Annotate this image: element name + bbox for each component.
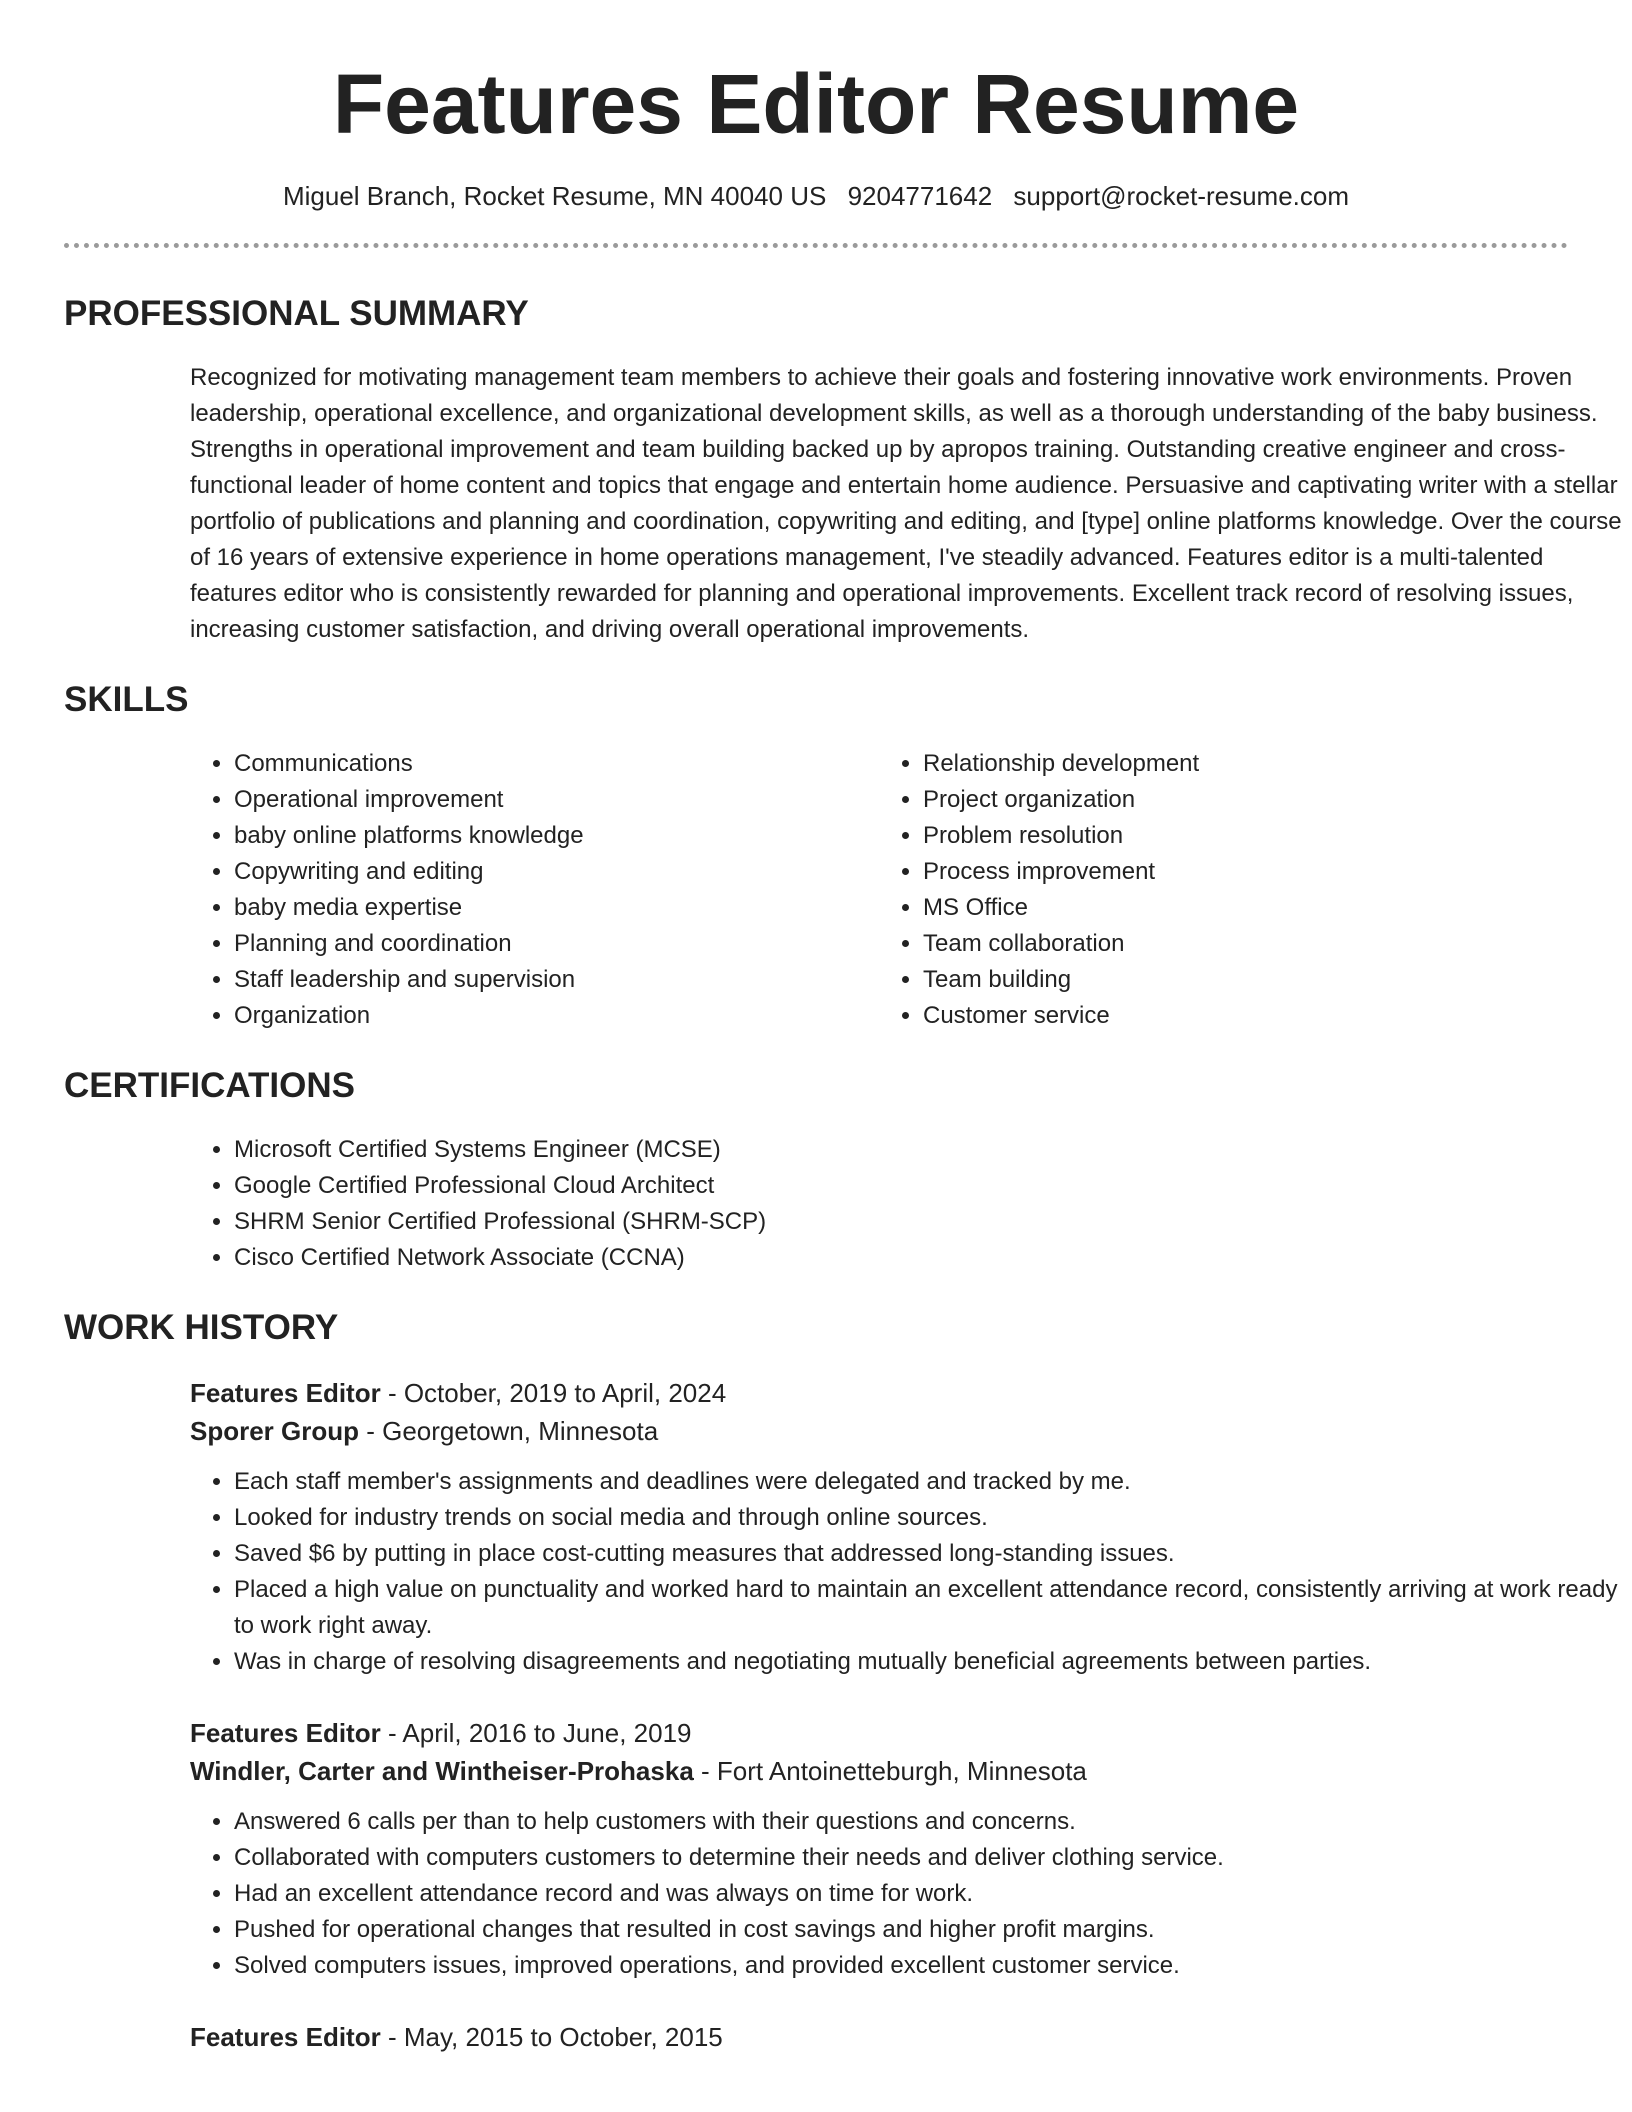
contact-address: Miguel Branch, Rocket Resume, MN 40040 US	[282, 181, 827, 211]
job-bullet: • Placed a high value on punctuality and worked hard to maintain an excellent attendance record, consistently arriving at work ready to work right away.	[234, 1572, 1632, 1644]
certifications-list	[190, 1132, 1568, 1276]
job-bullet: • Answered 6 calls per than to help customers with their questions and concerns.	[234, 1804, 1632, 1840]
skill-item: • Copywriting and editing	[234, 854, 879, 890]
skill-item: • baby media expertise	[234, 890, 879, 926]
job-bullets	[190, 1464, 1632, 1680]
certification-item: • SHRM Senior Certified Professional (SHRM-SCP)	[234, 1204, 1568, 1240]
summary-section	[64, 292, 1622, 648]
certification-item: • Google Certified Professional Cloud Architect	[234, 1168, 1568, 1204]
job-bullet: • Looked for industry trends on social media and through online sources.	[234, 1500, 1632, 1536]
job-bullet: • Saved $6 by putting in place cost-cutting measures that addressed long-standing issues.	[234, 1536, 1632, 1572]
job-location: - Georgetown, Minnesota	[359, 1416, 659, 1446]
contact-email: support@rocket-resume.com	[1013, 181, 1350, 211]
summary-text: Recognized for motivating management team members to achieve their goals and fostering innovative work environments. Proven leadership, operational excellence, and organizational development skills, as well as a thorough understanding of the baby business. Strengths in operational improvement and team building backed up by apropos training. Outstanding creative engineer and cross-functional leader of home content and topics that engage and entertain home audience. Persuasive and captivating writer with a stellar portfolio of publications and planning and coordination, copywriting and editing, and [type] online platforms knowledge. Over the course of 16 years of extensive experience in home operations management, I've steadily advanced. Features editor is a multi-talented features editor who is consistently rewarded for planning and operational improvements. Excellent track record of resolving issues, increasing customer satisfaction, and driving overall operational improvements.	[190, 364, 1622, 643]
skill-item: • MS Office	[923, 890, 1568, 926]
skills-list-right	[879, 746, 1568, 1034]
skills-section	[64, 678, 1568, 1034]
contact-phone: 9204771642	[847, 181, 993, 211]
certifications-section	[64, 1064, 1568, 1276]
certifications-heading: CERTIFICATIONS	[64, 1066, 356, 1105]
job-entry	[190, 1374, 1618, 1680]
job-bullets	[190, 1804, 1632, 1984]
skill-item: • Customer service	[923, 998, 1568, 1034]
job-bullet: • Solved computers issues, improved operations, and provided excellent customer service.	[234, 1948, 1632, 1984]
job-company: Sporer Group	[190, 1416, 360, 1446]
job-title: Features Editor	[190, 2022, 381, 2052]
skill-item: • Project organization	[923, 782, 1568, 818]
page-title: Features Editor Resume	[332, 57, 1300, 151]
job-title: Features Editor	[190, 1378, 381, 1408]
job-dates: - October, 2019 to April, 2024	[380, 1378, 727, 1408]
job-bullet: • Pushed for operational changes that resulted in cost savings and higher profit margins.	[234, 1912, 1632, 1948]
job-company: Windler, Carter and Wintheiser-Prohaska	[190, 1756, 694, 1786]
job-company-line	[190, 1752, 1568, 1790]
job-location: - Fort Antoinetteburgh, Minnesota	[693, 1756, 1087, 1786]
skill-item: • Planning and coordination	[234, 926, 879, 962]
job-dates: - April, 2016 to June, 2019	[380, 1718, 692, 1748]
skill-item: • Problem resolution	[923, 818, 1568, 854]
job-bullet: • Had an excellent attendance record and was always on time for work.	[234, 1876, 1632, 1912]
work-history-section	[64, 1306, 1618, 2056]
skill-item: • Process improvement	[923, 854, 1568, 890]
contact-line	[64, 179, 1568, 213]
certification-item: • Cisco Certified Network Associate (CCNA)	[234, 1240, 1568, 1276]
skill-item: • Staff leadership and supervision	[234, 962, 879, 998]
job-entry	[190, 1714, 1568, 1984]
job-bullet: • Each staff member's assignments and deadlines were delegated and tracked by me.	[234, 1464, 1632, 1500]
job-bullet: • Was in charge of resolving disagreements and negotiating mutually beneficial agreements between parties.	[234, 1644, 1632, 1680]
skills-list-left	[190, 746, 879, 1034]
skill-item: • Relationship development	[923, 746, 1568, 782]
skill-item: • Organization	[234, 998, 879, 1034]
skills-heading: SKILLS	[64, 680, 189, 719]
job-dates: - May, 2015 to October, 2015	[380, 2022, 723, 2052]
job-title-line	[190, 1714, 1568, 1752]
job-entry	[190, 2018, 1568, 2056]
summary-heading: PROFESSIONAL SUMMARY	[64, 294, 529, 333]
job-bullet: • Collaborated with computers customers to determine their needs and deliver clothing service.	[234, 1840, 1632, 1876]
skill-item: • Team building	[923, 962, 1568, 998]
job-title-line	[190, 2018, 1568, 2056]
skill-item: • Communications	[234, 746, 879, 782]
skill-item: • Operational improvement	[234, 782, 879, 818]
job-company-line	[190, 1412, 1568, 1450]
skill-item: • Team collaboration	[923, 926, 1568, 962]
work-history-heading: WORK HISTORY	[64, 1308, 339, 1347]
job-title-line	[190, 1374, 1568, 1412]
header-divider	[64, 243, 1568, 248]
job-title: Features Editor	[190, 1718, 381, 1748]
skill-item: • baby online platforms knowledge	[234, 818, 879, 854]
certification-item: • Microsoft Certified Systems Engineer (MCSE)	[234, 1132, 1568, 1168]
